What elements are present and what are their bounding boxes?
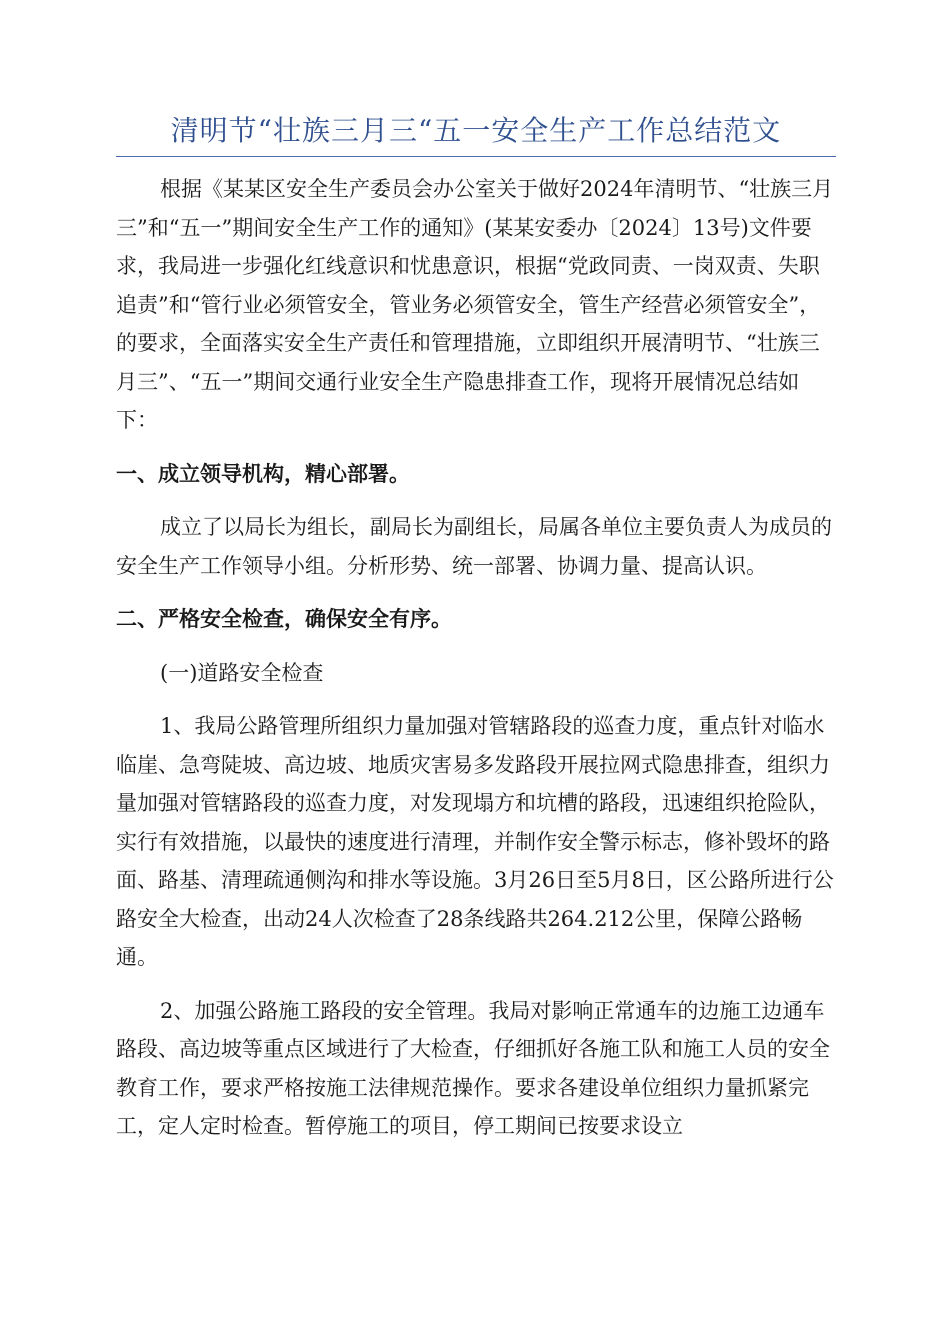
intro-paragraph: 根据《某某区安全生产委员会办公室关于做好2024年清明节、“壮族三月三”和“五一”期间安全生产工作的通知》(某某安委办〔2024〕13号)文件要求，我局进一步强化红线意识和忧患意识，根据“党政同责、一岗双责、失职追责”和“管行业必须管安全，管业务必须管安全，管生产经营必须管安全”，的要求，全面落实安全生产责任和管理措施，立即组织开展清明节、“壮族三月三”、“五一”期间交通行业安全生产隐患排查工作，现将开展情况总结如下： [116,177,834,432]
item-2-paragraph: 2、加强公路施工路段的安全管理。我局对影响正常通车的边施工边通车路段、高边坡等重点区域进行了大检查，仔细抓好各施工队和施工人员的安全教育工作，要求严格按施工法律规范操作。要求各建设单位组织力量抓紧完工，定人定时检查。暂停施工的项目，停工期间已按要求设立 [116,998,830,1138]
title-underline [116,156,836,157]
item-1-paragraph: 1、我局公路管理所组织力量加强对管辖路段的巡查力度，重点针对临水临崖、急弯陡坡、高边坡、地质灾害易多发路段开展拉网式隐患排查，组织力量加强对管辖路段的巡查力度，对发现塌方和坑槽的路段，迅速组织抢险队，实行有效措施，以最快的速度进行清理，并制作安全警示标志，修补毁坏的路面、路基、清理疏通侧沟和排水等设施。3月26日至5月8日，区公路所进行公路安全大检查，出动24人次检查了28条线路共264.212公里，保障公路畅通。 [116,714,834,969]
document-body [116,170,836,1146]
section-2-subheading: (一)道路安全检查 [160,660,324,685]
section-2-heading: 二、严格安全检查，确保安全有序。 [116,606,452,631]
document-title: 清明节“壮族三月三“五一安全生产工作总结范文 [170,114,782,147]
section-1-paragraph: 成立了以局长为组长，副局长为副组长，局属各单位主要负责人为成员的安全生产工作领导小组。分析形势、统一部署、协调力量、提高认识。 [116,515,832,578]
section-1-heading: 一、成立领导机构，精心部署。 [116,460,410,486]
